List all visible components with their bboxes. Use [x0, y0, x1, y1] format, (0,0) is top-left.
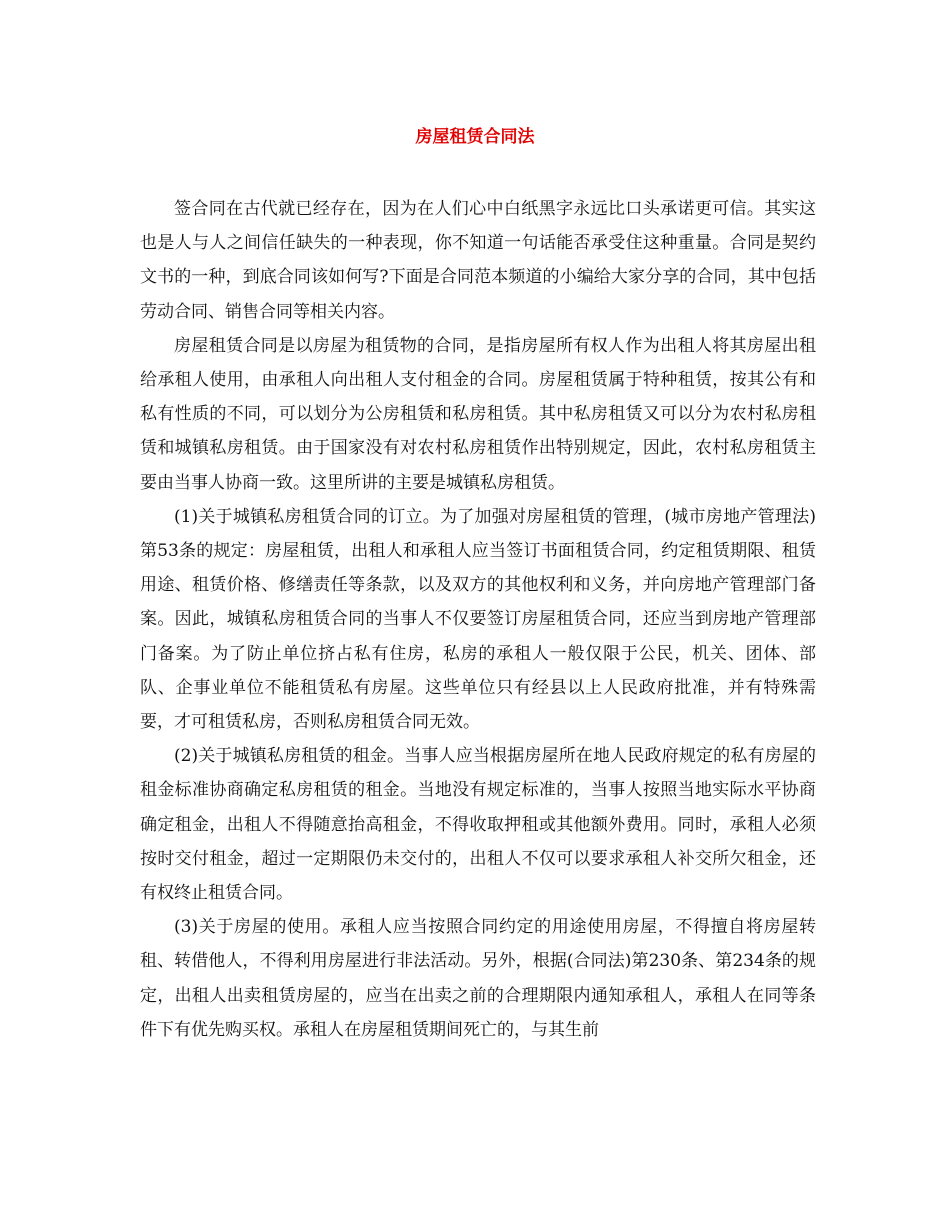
document-title: 房屋租赁合同法 [415, 127, 535, 147]
paragraph-contract-formation: (1)关于城镇私房租赁合同的订立。为了加强对房屋租赁的管理，(城市房地产管理法)第53条的规定：房屋租赁，出租人和承租人应当签订书面租赁合同，约定租赁期限、租赁用途、租赁价格、修缮责任等条款，以及双方的其他权利和义务，并向房地产管理部门备案。因此，城镇私房租赁合同的当事人不仅要签订房屋租赁合同，还应当到房地产管理部门备案。为了防止单位挤占私有住房，私房的承租人一般仅限于公民，机关、团体、部队、企事业单位不能租赁私有房屋。这些单位只有经县以上人民政府批准，并有特殊需要，才可租赁私房，否则私房租赁合同无效。 [140, 506, 816, 733]
paragraph-house-use: (3)关于房屋的使用。承租人应当按照合同约定的用途使用房屋，不得擅自将房屋转租、转借他人，不得利用房屋进行非法活动。另外，根据(合同法)第230条、第234条的规定，出租人出卖租赁房屋的，应当在出卖之前的合理期限内通知承租人，承租人在同等条件下有优先购买权。承租人在房屋租赁期间死亡的，与其生前 [140, 917, 816, 1040]
paragraph-definition: 房屋租赁合同是以房屋为租赁物的合同，是指房屋所有权人作为出租人将其房屋出租给承租人使用，由承租人向出租人支付租金的合同。房屋租赁属于特种租赁，按其公有和私有性质的不同，可以划分为公房租赁和私房租赁。其中私房租赁又可以分为农村私房租赁和城镇私房租赁。由于国家没有对农村私房租赁作出特别规定，因此，农村私房租赁主要由当事人协商一致。这里所讲的主要是城镇私房租赁。 [140, 335, 816, 493]
paragraph-rent: (2)关于城镇私房租赁的租金。当事人应当根据房屋所在地人民政府规定的私有房屋的租金标准协商确定私房租赁的租金。当地没有规定标准的，当事人按照当地实际水平协商确定租金，出租人不得随意抬高租金，不得收取押租或其他额外费用。同时，承租人必须按时交付租金，超过一定期限仍未交付的，出租人不仅可以要求承租人补交所欠租金，还有权终止租赁合同。 [140, 746, 816, 904]
paragraph-intro: 签合同在古代就已经存在，因为在人们心中白纸黑字永远比口头承诺更可信。其实这也是人与人之间信任缺失的一种表现，你不知道一句话能否承受住这种重量。合同是契约文书的一种，到底合同该如何写?下面是合同范本频道的小编给大家分享的合同，其中包括劳动合同、销售合同等相关内容。 [140, 199, 816, 322]
document-body [140, 192, 816, 1047]
